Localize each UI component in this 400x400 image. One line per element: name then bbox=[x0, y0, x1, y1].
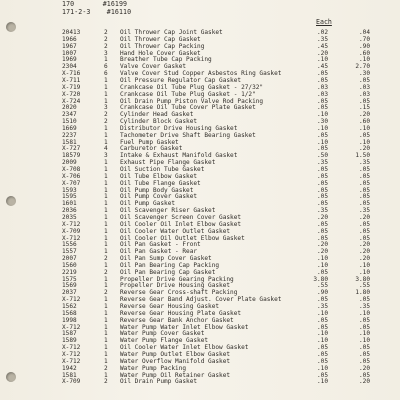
quantity: 2 bbox=[104, 255, 108, 263]
part-description: Water Pump Cover Gasket bbox=[120, 330, 205, 338]
unit-price: .90 bbox=[316, 289, 328, 297]
part-number: 1562 bbox=[62, 303, 77, 310]
unit-price: .10 bbox=[316, 378, 328, 386]
quantity: 1 bbox=[104, 296, 108, 304]
quantity: 1 bbox=[104, 337, 108, 345]
part-number: X-708 bbox=[62, 166, 81, 173]
total-price: .05 bbox=[358, 193, 370, 201]
total-price: .05 bbox=[358, 200, 370, 208]
part-number: 2237 bbox=[62, 131, 77, 139]
part-number: 1557 bbox=[62, 248, 77, 256]
part-number: X-719 bbox=[62, 83, 81, 91]
total-price: .35 bbox=[358, 207, 370, 215]
unit-price: .45 bbox=[316, 63, 328, 71]
quantity: 1 bbox=[104, 200, 108, 208]
total-price: .05 bbox=[358, 296, 370, 304]
unit-price: .35 bbox=[316, 35, 328, 43]
part-number: X-712 bbox=[62, 323, 81, 331]
part-description: Reverse Gear Housing Plate Gasket bbox=[120, 309, 242, 317]
part-number: X-712 bbox=[62, 234, 81, 242]
total-price: .05 bbox=[358, 172, 370, 180]
unit-price: .05 bbox=[316, 344, 328, 352]
total-price: .05 bbox=[358, 186, 370, 194]
part-number: X-709 bbox=[62, 378, 81, 386]
part-number: 1581 bbox=[62, 371, 77, 379]
total-price: .30 bbox=[358, 70, 370, 78]
total-price: .05 bbox=[358, 344, 370, 352]
list-item bbox=[0, 378, 400, 385]
total-price: .05 bbox=[358, 350, 370, 358]
part-number: 1575 bbox=[62, 275, 77, 283]
total-price: .35 bbox=[358, 159, 370, 167]
total-price: .70 bbox=[358, 35, 370, 43]
total-price: .05 bbox=[358, 76, 370, 84]
unit-price: .10 bbox=[316, 364, 328, 372]
part-description: Oil Cooler Water Outlet Gasket bbox=[120, 227, 231, 235]
quantity: 1 bbox=[104, 248, 108, 256]
part-description: Intake & Exhaust Manifold Gasket bbox=[120, 152, 238, 160]
quantity: 1 bbox=[104, 350, 108, 358]
unit-price: .55 bbox=[316, 282, 328, 290]
part-number: X-707 bbox=[62, 179, 81, 187]
unit-price: .20 bbox=[316, 213, 328, 221]
quantity: 2 bbox=[104, 29, 108, 36]
part-description: Oil Tube Flange Gasket bbox=[120, 179, 201, 187]
document-header bbox=[0, 0, 400, 26]
part-description: Oil Tube Elbow Gasket bbox=[120, 172, 198, 180]
quantity: 1 bbox=[104, 220, 108, 228]
quantity: 1 bbox=[104, 159, 108, 167]
part-description: Oil Pressure Regulator Cap Gasket bbox=[120, 76, 242, 84]
part-description: Fuel Pump Gasket bbox=[120, 138, 179, 146]
part-number: 1669 bbox=[62, 124, 77, 132]
unit-price: .20 bbox=[316, 49, 328, 57]
unit-price: .05 bbox=[316, 97, 328, 105]
quantity: 2 bbox=[104, 268, 108, 276]
total-price: .05 bbox=[358, 166, 370, 173]
quantity: 1 bbox=[104, 241, 108, 249]
part-number: 1560 bbox=[62, 261, 77, 269]
header-line-2: 171-2-3 #16110 bbox=[62, 8, 132, 16]
part-description: Oil Pan Sump Cover Gasket bbox=[120, 255, 212, 263]
part-description: Water Pump Packing bbox=[120, 364, 187, 372]
unit-price: .10 bbox=[316, 330, 328, 338]
quantity: 1 bbox=[104, 131, 108, 139]
part-description: Oil Scavenger Screen Cover Gasket bbox=[120, 213, 242, 221]
part-description: Cylinder Head Gasket bbox=[120, 111, 194, 119]
part-description: Water Pump Flange Gasket bbox=[120, 337, 209, 345]
total-price: .20 bbox=[358, 364, 370, 372]
unit-price: .20 bbox=[316, 241, 328, 249]
total-price: .10 bbox=[358, 309, 370, 317]
part-number: X-706 bbox=[62, 172, 81, 180]
part-description: Reverse Gear Bank Anchor Gasket bbox=[120, 316, 234, 324]
unit-price: .05 bbox=[316, 234, 328, 242]
unit-price: .03 bbox=[316, 90, 328, 98]
part-number: 20413 bbox=[62, 29, 81, 36]
quantity: 1 bbox=[104, 172, 108, 180]
total-price: 2.70 bbox=[355, 63, 370, 71]
part-description: Oil Scavenger Riser Gasket bbox=[120, 207, 216, 215]
unit-price: .05 bbox=[316, 179, 328, 187]
unit-price: .10 bbox=[316, 337, 328, 345]
part-number: 1587 bbox=[62, 330, 77, 338]
part-number: X-727 bbox=[62, 145, 81, 153]
quantity: 1 bbox=[104, 76, 108, 84]
part-number: X-712 bbox=[62, 220, 81, 228]
quantity: 1 bbox=[104, 138, 108, 146]
part-description: Oil Pan Gasket - Rear bbox=[120, 248, 198, 256]
part-number: X-716 bbox=[62, 70, 81, 78]
unit-price: .20 bbox=[316, 248, 328, 256]
part-description: Oil Pump Gasket bbox=[120, 200, 176, 208]
part-description: Oil Pan Bearing Cap Gasket bbox=[120, 268, 216, 276]
part-description: Water Overflow Manifold Gasket bbox=[120, 357, 231, 365]
total-price: .60 bbox=[358, 118, 370, 126]
quantity: 1 bbox=[104, 309, 108, 317]
unit-price: .05 bbox=[316, 323, 328, 331]
unit-price: .03 bbox=[316, 83, 328, 91]
each-column-label: Each bbox=[316, 18, 332, 26]
total-price: .10 bbox=[358, 337, 370, 345]
total-price: .05 bbox=[358, 179, 370, 187]
unit-price: .45 bbox=[316, 42, 328, 50]
total-price: .90 bbox=[358, 42, 370, 50]
unit-price: .50 bbox=[316, 152, 328, 160]
total-price: 1.50 bbox=[355, 152, 370, 160]
quantity: 1 bbox=[104, 323, 108, 331]
part-number: 18579 bbox=[62, 152, 81, 160]
unit-price: .05 bbox=[316, 104, 328, 112]
part-description: Oil Pump Cover Gasket bbox=[120, 193, 198, 201]
quantity: 1 bbox=[104, 193, 108, 201]
part-number: 2037 bbox=[62, 289, 77, 297]
quantity: 1 bbox=[104, 316, 108, 324]
unit-price: .10 bbox=[316, 111, 328, 119]
part-description: Water Pump Water Inlet Elbow Gasket bbox=[120, 323, 249, 331]
part-number: X-724 bbox=[62, 97, 81, 105]
quantity: 2 bbox=[104, 378, 108, 386]
quantity: 1 bbox=[104, 213, 108, 221]
quantity: 1 bbox=[104, 179, 108, 187]
total-price: .05 bbox=[358, 357, 370, 365]
part-description: Crankcase Oil Tube Plug Gasket - 27/32" bbox=[120, 83, 264, 91]
part-number: X-712 bbox=[62, 344, 81, 352]
total-price: .20 bbox=[358, 111, 370, 119]
part-number: 2035 bbox=[62, 213, 77, 221]
part-number: 1942 bbox=[62, 364, 77, 372]
quantity: 1 bbox=[104, 90, 108, 98]
quantity: 4 bbox=[104, 145, 108, 153]
part-description: Oil Thrower Cap Joint Gasket bbox=[120, 29, 223, 36]
quantity: 1 bbox=[104, 371, 108, 379]
part-description: Tachometer Drive Shaft Bearing Gasket bbox=[120, 131, 256, 139]
quantity: 1 bbox=[104, 357, 108, 365]
part-number: 1510 bbox=[62, 118, 77, 126]
unit-price: .05 bbox=[316, 131, 328, 139]
total-price: .10 bbox=[358, 124, 370, 132]
unit-price: .05 bbox=[316, 268, 328, 276]
quantity: 3 bbox=[104, 152, 108, 160]
unit-price: .10 bbox=[316, 124, 328, 132]
part-description: Oil Pan Gasket - Front bbox=[120, 241, 201, 249]
part-number: X-711 bbox=[62, 76, 81, 84]
part-number: 2347 bbox=[62, 111, 77, 119]
total-price: .05 bbox=[358, 131, 370, 139]
part-description: Oil Suction Tube Gasket bbox=[120, 166, 205, 173]
total-price: .10 bbox=[358, 330, 370, 338]
quantity: 3 bbox=[104, 104, 108, 112]
total-price: .05 bbox=[358, 220, 370, 228]
part-number: 1593 bbox=[62, 186, 77, 194]
part-description: Breather Tube Cap Packing bbox=[120, 56, 212, 64]
unit-price: .05 bbox=[316, 186, 328, 194]
total-price: 1.80 bbox=[355, 289, 370, 297]
quantity: 1 bbox=[104, 282, 108, 290]
part-number: X-720 bbox=[62, 90, 81, 98]
part-number: 1595 bbox=[62, 193, 77, 201]
part-number: 1556 bbox=[62, 241, 77, 249]
quantity: 2 bbox=[104, 111, 108, 119]
unit-price: .05 bbox=[316, 350, 328, 358]
unit-price: .10 bbox=[316, 56, 328, 64]
total-price: .03 bbox=[358, 83, 370, 91]
part-description: Propeller Drive Gearing Packing bbox=[120, 275, 234, 283]
quantity: 1 bbox=[104, 166, 108, 173]
unit-price: .05 bbox=[316, 193, 328, 201]
part-description: Oil Cooler Oil Inlet Elbow Gasket bbox=[120, 220, 242, 228]
part-description: Reverse Gear Housing Gasket bbox=[120, 303, 220, 310]
total-price: .60 bbox=[358, 49, 370, 57]
unit-price: .05 bbox=[316, 172, 328, 180]
unit-price: .05 bbox=[316, 296, 328, 304]
part-description: Oil Thrower Cap Packing bbox=[120, 42, 205, 50]
unit-price: .05 bbox=[316, 316, 328, 324]
part-description: Cylinder Block Gasket bbox=[120, 118, 198, 126]
unit-price: .05 bbox=[316, 220, 328, 228]
total-price: .10 bbox=[358, 268, 370, 276]
unit-price: .10 bbox=[316, 138, 328, 146]
unit-price: .05 bbox=[316, 200, 328, 208]
unit-price: .05 bbox=[316, 76, 328, 84]
part-description: Distributor Drive Housing Gasket bbox=[120, 124, 238, 132]
unit-price: .05 bbox=[316, 166, 328, 173]
part-description: Carburetor Gasket bbox=[120, 145, 183, 153]
quantity: 1 bbox=[104, 97, 108, 105]
total-price: .35 bbox=[358, 303, 370, 310]
part-number: 2036 bbox=[62, 207, 77, 215]
part-description: Reverse Gear Cross-shaft Packing bbox=[120, 289, 238, 297]
part-description: Water Pump Oil Retainer Gasket bbox=[120, 371, 231, 379]
part-description: Crankcase Oil Tube Plug Gasket - 1/2" bbox=[120, 90, 256, 98]
part-description: Oil Cooler Water Inlet Elbow Gasket bbox=[120, 344, 249, 352]
total-price: .20 bbox=[358, 241, 370, 249]
quantity: 1 bbox=[104, 344, 108, 352]
part-description: Water Pump Outlet Elbow Gasket bbox=[120, 350, 231, 358]
part-number: 1589 bbox=[62, 337, 77, 345]
total-price: .03 bbox=[358, 90, 370, 98]
unit-price: .05 bbox=[316, 227, 328, 235]
quantity: 2 bbox=[104, 35, 108, 43]
part-description: Oil Drain Pump Piston Valve Rod Packing bbox=[120, 97, 264, 105]
quantity: 2 bbox=[104, 364, 108, 372]
part-description: Hand Hole Cover Gasket bbox=[120, 49, 201, 57]
unit-price: .02 bbox=[316, 29, 328, 36]
part-description: Oil Thrower Cap Gasket bbox=[120, 35, 201, 43]
total-price: .10 bbox=[358, 138, 370, 146]
part-number: 1969 bbox=[62, 56, 77, 64]
quantity: 2 bbox=[104, 118, 108, 126]
part-description: Oil Cooler Oil Outlet Elbow Gasket bbox=[120, 234, 245, 242]
part-number: 2007 bbox=[62, 255, 77, 263]
total-price: .20 bbox=[358, 248, 370, 256]
part-description: Oil Pan Bearing Cap Packing bbox=[120, 261, 220, 269]
total-price: .10 bbox=[358, 56, 370, 64]
total-price: 3.80 bbox=[355, 275, 370, 283]
part-number: 1581 bbox=[62, 138, 77, 146]
part-number: 1967 bbox=[62, 42, 77, 50]
part-number: 2304 bbox=[62, 63, 77, 71]
unit-price: .35 bbox=[316, 303, 328, 310]
total-price: .20 bbox=[358, 255, 370, 263]
quantity: 1 bbox=[104, 186, 108, 194]
total-price: .20 bbox=[358, 213, 370, 221]
part-number: 1569 bbox=[62, 282, 77, 290]
part-number: 2219 bbox=[62, 268, 77, 276]
quantity: 1 bbox=[104, 207, 108, 215]
total-price: .05 bbox=[358, 234, 370, 242]
unit-price: .05 bbox=[316, 145, 328, 153]
total-price: .04 bbox=[358, 29, 370, 36]
unit-price: .30 bbox=[316, 118, 328, 126]
quantity: 1 bbox=[104, 83, 108, 91]
part-description: Exhaust Pipe Flange Gasket bbox=[120, 159, 216, 167]
quantity: 1 bbox=[104, 275, 108, 283]
quantity: 1 bbox=[104, 124, 108, 132]
quantity: 1 bbox=[104, 261, 108, 269]
quantity: 6 bbox=[104, 70, 108, 78]
total-price: .55 bbox=[358, 282, 370, 290]
total-price: .05 bbox=[358, 227, 370, 235]
part-description: Valve Cover Gasket bbox=[120, 63, 187, 71]
part-number: X-709 bbox=[62, 227, 81, 235]
unit-price: 3.80 bbox=[313, 275, 328, 283]
part-number: 1568 bbox=[62, 309, 77, 317]
part-number: X-712 bbox=[62, 357, 81, 365]
part-number: 1966 bbox=[62, 35, 77, 43]
quantity: 1 bbox=[104, 330, 108, 338]
total-price: .20 bbox=[358, 378, 370, 386]
part-number: X-712 bbox=[62, 296, 81, 304]
header-line-1: 170 #16199 bbox=[62, 0, 128, 8]
quantity: 1 bbox=[104, 227, 108, 235]
part-number: 2020 bbox=[62, 104, 77, 112]
total-price: .05 bbox=[358, 97, 370, 105]
unit-price: .05 bbox=[316, 70, 328, 78]
total-price: .05 bbox=[358, 323, 370, 331]
part-number: 1998 bbox=[62, 316, 77, 324]
quantity: 2 bbox=[104, 289, 108, 297]
total-price: .05 bbox=[358, 316, 370, 324]
part-number: 1601 bbox=[62, 200, 77, 208]
quantity: 1 bbox=[104, 56, 108, 64]
total-price: .15 bbox=[358, 104, 370, 112]
quantity: 6 bbox=[104, 63, 108, 71]
part-number: 2009 bbox=[62, 159, 77, 167]
part-number: 1007 bbox=[62, 49, 77, 57]
part-description: Crankcase Oil Tube Cover Plate Gasket bbox=[120, 104, 256, 112]
part-description: Propeller Drive Housing Gasket bbox=[120, 282, 231, 290]
part-number: X-712 bbox=[62, 350, 81, 358]
total-price: .10 bbox=[358, 261, 370, 269]
total-price: .20 bbox=[358, 145, 370, 153]
unit-price: .05 bbox=[316, 371, 328, 379]
part-description: Valve Cover Stud Copper Asbestos Ring Gasket bbox=[120, 70, 282, 78]
total-price: .05 bbox=[358, 371, 370, 379]
quantity: 3 bbox=[104, 49, 108, 57]
part-description: Oil Pump Body Gasket bbox=[120, 186, 194, 194]
quantity: 2 bbox=[104, 42, 108, 50]
unit-price: .35 bbox=[316, 159, 328, 167]
unit-price: .10 bbox=[316, 255, 328, 263]
unit-price: .05 bbox=[316, 357, 328, 365]
unit-price: .35 bbox=[316, 207, 328, 215]
part-description: Oil Drain Pump Gasket bbox=[120, 378, 198, 386]
quantity: 1 bbox=[104, 303, 108, 310]
part-description: Reverse Gear Band Adjust. Cover Plate Gasket bbox=[120, 296, 282, 304]
quantity: 1 bbox=[104, 234, 108, 242]
unit-price: .10 bbox=[316, 309, 328, 317]
unit-price: .10 bbox=[316, 261, 328, 269]
